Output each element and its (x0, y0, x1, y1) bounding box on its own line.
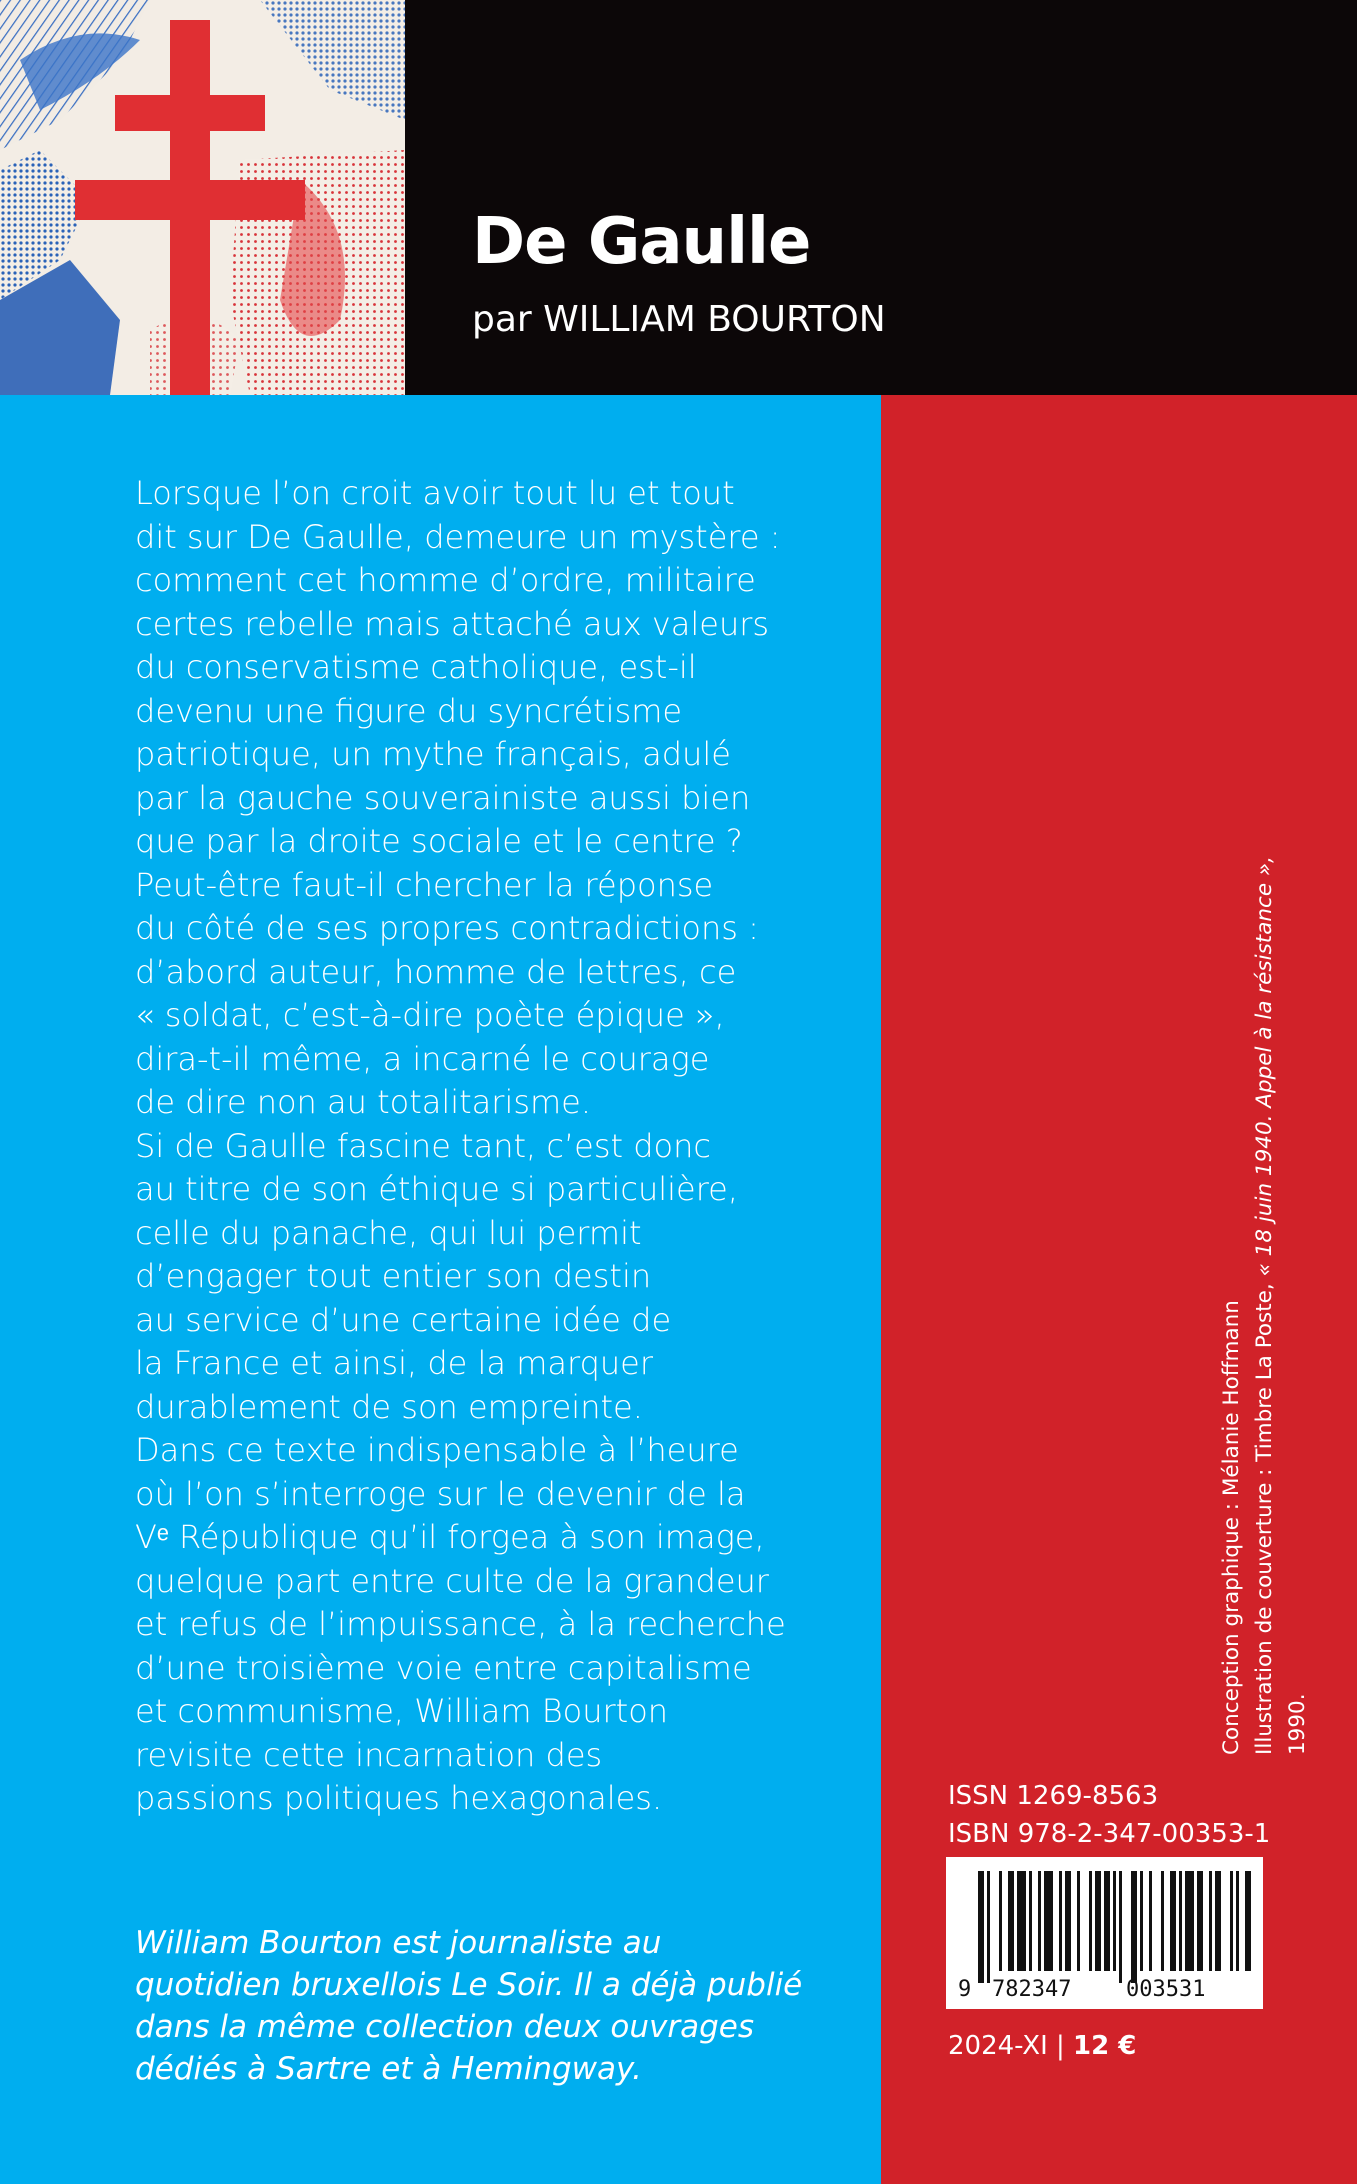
blurb-line: comment cet homme d’ordre, militaire (135, 561, 756, 599)
barcode-bar (1104, 1871, 1110, 1971)
credit-design: Conception graphique : Mélanie Hoffmann (1219, 1300, 1244, 1755)
blurb-line: Vᵉ République qu’il forgea à son image, (135, 1518, 765, 1556)
barcode-bar (1113, 1871, 1116, 1971)
barcode-bar (1065, 1871, 1071, 1971)
price: 12 € (1073, 2031, 1137, 2061)
barcode-bar (1008, 1871, 1014, 1971)
isbn-barcode (946, 1857, 1263, 2009)
barcode-bar (999, 1871, 1002, 1971)
barcode-bar (1209, 1871, 1212, 1971)
barcode-image (946, 1857, 1263, 2009)
barcode-bar (987, 1871, 990, 1983)
blurb-line: Dans ce texte indispensable à l’heure (135, 1431, 739, 1469)
barcode-bar (1029, 1871, 1032, 1971)
author-bio (135, 1922, 835, 2090)
blurb-line: la France et ainsi, de la marquer (135, 1344, 653, 1382)
credit-illustration-source: Illustration de couverture : Timbre La Poste, (1252, 1276, 1277, 1755)
edition-and-price (948, 2029, 1136, 2063)
credit-illustration (1248, 856, 1281, 1755)
blurb-line: par la gauche souverainiste aussi bien (135, 778, 751, 817)
barcode-digits-right-group: 003531 (1126, 1977, 1206, 2002)
top-band (0, 0, 1357, 395)
barcode-bar (1044, 1871, 1053, 1971)
blurb-line: du conservatisme catholique, est-il (135, 648, 697, 686)
book-title: De Gaulle (472, 205, 811, 279)
blurb-line: revisite cette incarnation des (135, 1735, 603, 1774)
bio-line: William Bourton est journaliste au (135, 1925, 662, 1961)
blurb-line: certes rebelle mais attaché aux valeurs (135, 604, 770, 643)
blurb-line: Peut-être faut-il chercher la réponse (135, 865, 714, 904)
barcode-bar (1059, 1871, 1062, 1971)
blurb-line: dira-t-il même, a incarné le courage (135, 1039, 710, 1078)
barcode-bar (1140, 1871, 1143, 1971)
issn: ISSN 1269-8563 (948, 1781, 1159, 1811)
blurb-line: celle du panache, qui lui permit (135, 1213, 642, 1252)
barcode-bar (1170, 1871, 1176, 1971)
blurb-line: de dire non au totalitarisme. (135, 1083, 592, 1121)
blurb-line: « soldat, c’est-à-dire poète épique », (135, 996, 725, 1034)
blurb-line: d’abord auteur, homme de lettres, ce (135, 952, 737, 991)
barcode-bar (1179, 1871, 1182, 1971)
barcode-bar (1089, 1871, 1092, 1971)
barcode-bar (1077, 1871, 1080, 1971)
blurb-line: durablement de son empreinte. (135, 1387, 643, 1426)
blurb-line: devenu une figure du syncrétisme (135, 691, 683, 730)
barcode-bar (1245, 1871, 1251, 1971)
barcode-bar (1236, 1871, 1239, 1971)
bio-line: quotidien bruxellois Le Soir. Il a déjà publié (135, 1967, 803, 2003)
back-cover-blurb (135, 472, 835, 1821)
blurb-line: que par la droite sociale et le centre ? (135, 822, 743, 860)
blurb-line: au service d’une certaine idée de (135, 1300, 672, 1339)
stamp-illustration (0, 0, 405, 395)
barcode-bar (1017, 1871, 1026, 1971)
credit-year: 1990. (1285, 1693, 1310, 1755)
isbn: ISBN 978-2-347-00353-1 (948, 1819, 1271, 1849)
barcode-bar (978, 1871, 984, 1983)
bio-line: dans la même collection deux ouvrages (135, 2009, 754, 2045)
barcode-digits-left-group: 782347 (992, 1977, 1072, 2002)
cross-of-lorraine-stamp-image (0, 0, 405, 395)
book-author: par WILLIAM BOURTON (472, 299, 886, 340)
design-credits (1215, 856, 1314, 1755)
blurb-line: passions politiques hexagonales. (135, 1779, 663, 1817)
blurb-line: et refus de l’impuissance, à la recherche (135, 1605, 786, 1643)
blurb-line: patriotique, un mythe français, adulé (135, 735, 731, 773)
bio-line: dédiés à Sartre et à Hemingway. (135, 2051, 642, 2087)
barcode-bar (1095, 1871, 1101, 1971)
barcode-bar (1038, 1871, 1041, 1971)
blurb-line: et communisme, William Bourton (135, 1692, 669, 1730)
blurb-line: dit sur De Gaulle, demeure un mystère : (135, 517, 781, 556)
edition-separator: | (1047, 2031, 1074, 2061)
barcode-bar (1230, 1871, 1233, 1971)
barcode-bar (1197, 1871, 1203, 1971)
blurb-line: du côté de ses propres contradictions : (135, 909, 759, 947)
blurb-line: au titre de son éthique si particulière, (135, 1170, 738, 1208)
blurb-line: Si de Gaulle fascine tant, c’est donc (135, 1126, 711, 1165)
barcode-bar (1119, 1871, 1122, 1983)
barcode-bar (1185, 1871, 1194, 1971)
blurb-line: quelque part entre culte de la grandeur (135, 1561, 769, 1600)
barcode-bar (1161, 1871, 1164, 1971)
barcode-bar (1149, 1871, 1152, 1971)
publication-codes (948, 1777, 1270, 1853)
edition-code: 2024-XI (948, 2031, 1048, 2061)
blurb-line: d’engager tout entier son destin (135, 1257, 652, 1295)
barcode-digit-prefix: 9 (958, 1977, 972, 2002)
blurb-line: où l’on s’interroge sur le devenir de la (135, 1474, 746, 1513)
blurb-line: d’une troisième voie entre capitalisme (135, 1648, 752, 1687)
barcode-bar (1215, 1871, 1221, 1971)
barcode-bar (1131, 1871, 1137, 1983)
credit-illustration-title: « 18 juin 1940. Appel à la résistance », (1252, 856, 1277, 1277)
blurb-line: Lorsque l’on croit avoir tout lu et tout (135, 474, 735, 512)
